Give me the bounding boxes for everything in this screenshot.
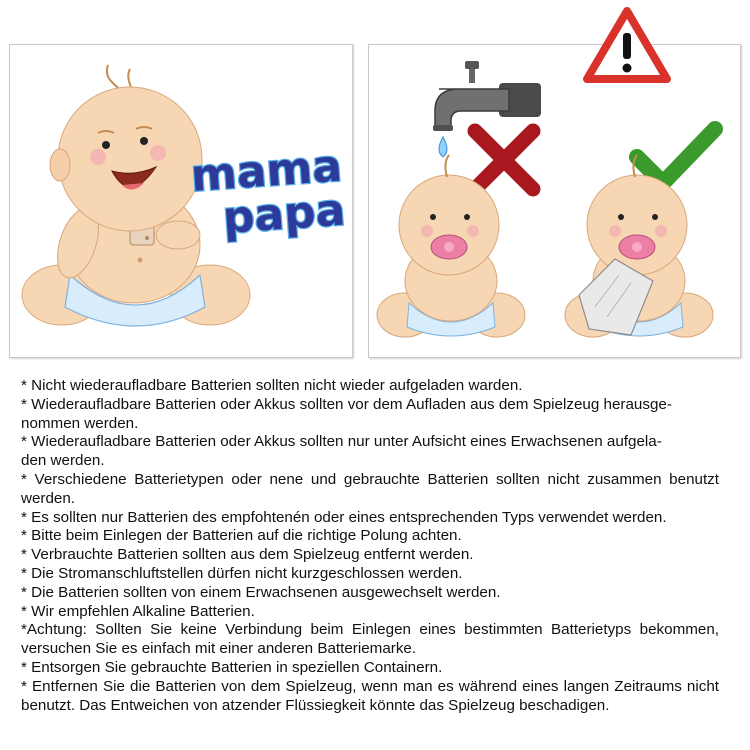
battery-safety-instructions <box>21 377 719 715</box>
mama-papa-logo <box>10 45 352 357</box>
care-illustrations <box>369 45 740 357</box>
instruction-item: * Nicht wiederaufladbare Batterien sollten nicht wieder aufgeladen warden. <box>21 377 523 394</box>
instruction-item: * Die Batterien sollten von einem Erwachsenen ausgewechselt werden. <box>21 583 501 601</box>
baby-logo-panel <box>9 44 353 358</box>
instruction-item: * Verbrauchte Batterien sollten aus dem Spielzeug entfernt werden. <box>21 546 474 564</box>
instruction-item: * Entsorgen Sie gebrauchte Batterien in speziellen Containern. <box>21 658 443 676</box>
instruction-item: * Entfernen Sie die Batterien von dem Spielzeug, wenn man es während eines langen Zeitraums nicht benutzt. Das Entweichen von atzender Flüssiegkeit könnte das Spielzeug beschadigen. <box>21 677 719 714</box>
instruction-item: * Wir empfehlen Alkaline Batterien. <box>21 602 255 620</box>
instruction-item: * Wiederaufladbare Batterien oder Akkus sollten nur unter Aufsicht eines Erwachsenen aufgela- den werden. <box>21 433 662 470</box>
instruction-item: * Verschiedene Batterietypen oder nene und gebrauchte Batterien sollten nicht zusammen benutzt werden. <box>21 470 719 507</box>
instruction-item: * Die Stromanschluftstellen dürfen nicht kurzgeschlossen werden. <box>21 564 463 582</box>
red-cross-icon <box>475 131 533 189</box>
warning-triangle-icon <box>587 11 667 79</box>
instruction-item: * Es sollten nur Batterien des empfohtenén oder eines entsprechenden Typs verwendet werden. <box>21 508 667 526</box>
instruction-item: *Achtung: Sollten Sie keine Verbindung beim Einlegen eines bestimmten Batterietyps bekommen, versuchen Sie es einfach mit einer anderen Batteriemarke. <box>21 621 719 658</box>
logo-line-mama: mama <box>189 140 344 202</box>
instruction-item: * Bitte beim Einlegen der Batterien auf die richtige Polung achten. <box>21 527 462 545</box>
baby-with-pacifier-illustration <box>377 155 525 337</box>
instruction-item: * Wiederaufladbare Batterien oder Akkus sollten vor dem Aufladen aus dem Spielzeug herausge- nommen werden. <box>21 395 672 432</box>
logo-line-papa: papa <box>221 184 347 244</box>
baby-with-wipe-illustration <box>565 155 713 337</box>
green-check-icon <box>637 129 715 183</box>
care-warning-panel <box>368 44 741 358</box>
